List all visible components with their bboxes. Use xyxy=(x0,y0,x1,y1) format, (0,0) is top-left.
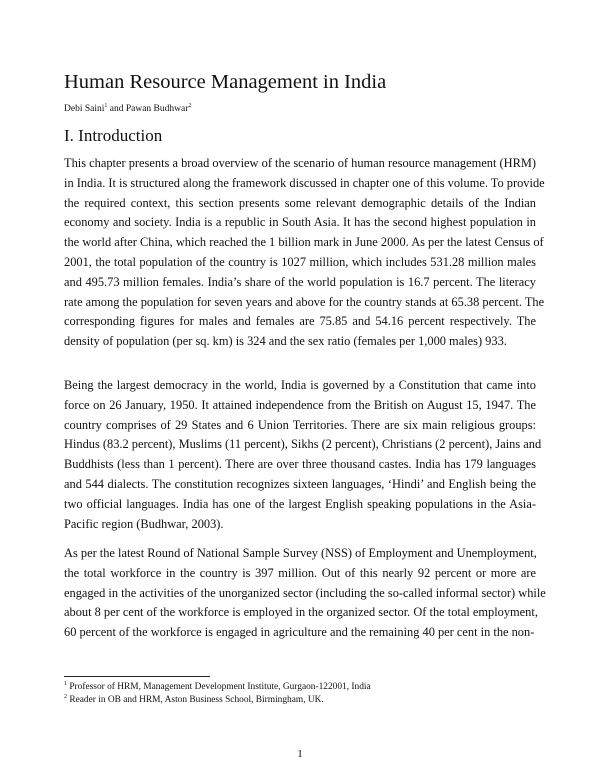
author-2: and Pawan Budhwar xyxy=(107,104,189,114)
authors-line xyxy=(64,103,191,115)
footnote-2 xyxy=(64,695,324,706)
text-line: rate among the population for seven years and above for the country stands at 65.38 percent. The xyxy=(64,294,545,309)
footnote-text: Professor of HRM, Management Development Institute, Gurgaon-122001, India xyxy=(67,682,371,692)
footnote-text: Reader in OB and HRM, Aston Business School, Birmingham, UK. xyxy=(67,695,324,705)
document-title: Human Resource Management in India xyxy=(64,71,387,93)
text-line: corresponding figures for males and females are 75.85 and 54.16 percent respectively. The xyxy=(64,314,536,329)
text-line: As per the latest Round of National Sample Survey (NSS) of Employment and Unemployment, xyxy=(64,546,537,560)
footnote-ref-1: 1 xyxy=(104,102,108,109)
footnote-mark: 2 xyxy=(64,693,67,700)
text-line: density of population (per sq. km) is 324 and the sex ratio (females per 1,000 males) 933. xyxy=(64,334,507,349)
paragraph-1 xyxy=(64,155,545,353)
footnote-ref-2: 2 xyxy=(188,102,192,109)
text-line: force on 26 January, 1950. It attained independence from the British on August 15, 1947. The xyxy=(64,397,536,412)
text-line: the required context, this section presents some relevant demographic details of the Indian xyxy=(64,195,536,210)
paragraph-2 xyxy=(64,377,542,535)
text-line: Buddhists (less than 1 percent). There are over three thousand castes. India has 179 languages xyxy=(64,457,536,472)
text-line: country comprises of 29 States and 6 Union Territories. There are six main religious groups: xyxy=(64,417,536,432)
footnote-1 xyxy=(64,682,371,693)
text-line: two official languages. India has one of the largest English speaking populations in the Asia- xyxy=(64,496,536,511)
text-line: and 495.73 million females. India’s share of the world population is 16.7 percent. The literacy xyxy=(64,274,536,289)
author-1: Debi Saini xyxy=(64,104,105,114)
text-line: 2001, the total population of the country is 1027 million, which includes 531.28 million males xyxy=(64,254,536,269)
text-line: the total workforce in the country is 397 million. Out of this nearly 92 percent or more are xyxy=(64,565,536,580)
text-line: Being the largest democracy in the world, India is governed by a Constitution that came into xyxy=(64,378,536,392)
text-line: economy and society. India is a republic in South Asia. It has the second highest population in xyxy=(64,215,536,230)
footnote-mark: 1 xyxy=(64,680,67,687)
text-line: and 544 dialects. The constitution recognizes sixteen languages, ‘Hindi’ and English being the xyxy=(64,476,536,491)
text-line: about 8 per cent of the workforce is employed in the organized sector. Of the total employment, xyxy=(64,605,538,620)
text-line: This chapter presents a broad overview of the scenario of human resource management (HRM) xyxy=(64,156,536,170)
page-number: 1 xyxy=(297,748,303,760)
text-line: 60 percent of the workforce is engaged in agriculture and the remaining 40 per cent in the non- xyxy=(64,625,535,640)
text-line: in India. It is structured along the framework discussed in chapter one of this volume. To provide xyxy=(64,175,545,190)
text-line: Pacific region (Budhwar, 2003). xyxy=(64,516,224,531)
section-heading: I. Introduction xyxy=(64,126,163,145)
text-line: the world after China, which reached the 1 billion mark in June 2000. As per the latest Census of xyxy=(64,235,544,250)
paragraph-3 xyxy=(64,545,546,644)
text-line: Hindus (83.2 percent), Muslims (11 percent), Sikhs (2 percent), Christians (2 percent), Jains and xyxy=(64,437,542,452)
text-line: engaged in the activities of the unorganized sector (including the so-called informal sector) while xyxy=(64,585,546,600)
footnote-divider xyxy=(64,676,210,677)
